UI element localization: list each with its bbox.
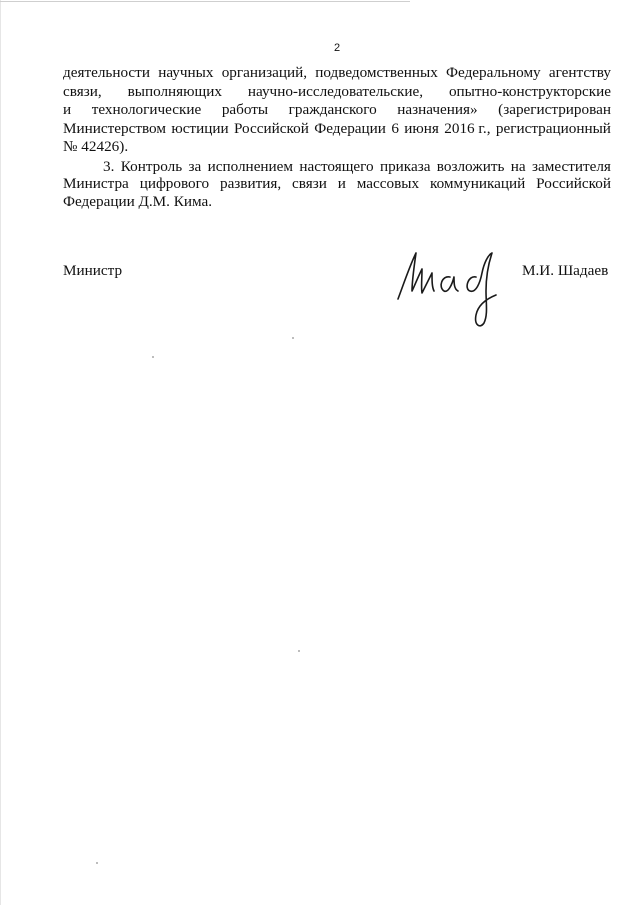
- word: коммуникаций: [429, 175, 526, 192]
- word: цифрового: [139, 175, 210, 192]
- text-line: [63, 64, 611, 82]
- word: связи,: [63, 83, 102, 100]
- signatory-title: Министр: [63, 262, 123, 279]
- word: подведомственных: [315, 64, 438, 81]
- word: Министерством: [63, 120, 166, 137]
- word: 2016 г.,: [444, 120, 491, 137]
- text-line: [63, 120, 611, 138]
- scan-speck: [152, 356, 154, 358]
- word: возложить: [436, 158, 505, 175]
- top-rule: [0, 1, 410, 2]
- word: Контроль: [120, 158, 183, 175]
- page-number: 2: [334, 42, 341, 54]
- word: заместителя: [531, 158, 611, 175]
- word: Федерации: [314, 120, 386, 137]
- scan-speck: [298, 650, 300, 652]
- word: 6: [391, 120, 399, 137]
- word: Российской: [536, 175, 611, 192]
- word: организаций,: [221, 64, 308, 81]
- text-line: [63, 158, 611, 176]
- handwritten-signature: [392, 243, 514, 329]
- word: Федеральному: [446, 64, 541, 81]
- word: июня: [404, 120, 439, 137]
- text-line: [63, 193, 611, 211]
- word: приказа: [379, 158, 431, 175]
- word: выполняющих: [127, 83, 222, 100]
- word: опытно-конструкторские: [448, 83, 611, 100]
- word: и: [63, 101, 72, 118]
- page-edge: [0, 0, 1, 905]
- word: Федерации Д.М. Кима.: [63, 193, 213, 210]
- word: юстиции: [171, 120, 229, 137]
- text-line: [63, 175, 611, 193]
- word: массовых: [356, 175, 420, 192]
- scan-speck: [96, 862, 98, 864]
- word: Российской: [233, 120, 309, 137]
- word: гражданского: [288, 101, 377, 118]
- word: научно-исследовательские,: [247, 83, 424, 100]
- word: агентству: [548, 64, 611, 81]
- word: научных: [158, 64, 214, 81]
- text-line: [63, 101, 611, 119]
- word: регистрационный: [495, 120, 611, 137]
- text-line: [63, 138, 611, 156]
- word: назначения»: [397, 101, 478, 118]
- word: на: [510, 158, 526, 175]
- word: исполнением: [207, 158, 294, 175]
- word: настоящего: [299, 158, 374, 175]
- word: Министра: [63, 175, 129, 192]
- scan-speck: [292, 337, 294, 339]
- word: развития,: [219, 175, 282, 192]
- word: деятельности: [63, 64, 150, 81]
- word: работы: [221, 101, 269, 118]
- word: (зарегистрирован: [498, 101, 611, 118]
- word: за: [188, 158, 202, 175]
- text-line: [63, 83, 611, 101]
- word: и: [337, 175, 346, 192]
- word: технологические: [91, 101, 202, 118]
- word: № 42426).: [63, 138, 129, 155]
- word: связи: [292, 175, 327, 192]
- word: 3.: [103, 158, 115, 175]
- signatory-name: М.И. Шадаев: [522, 262, 609, 279]
